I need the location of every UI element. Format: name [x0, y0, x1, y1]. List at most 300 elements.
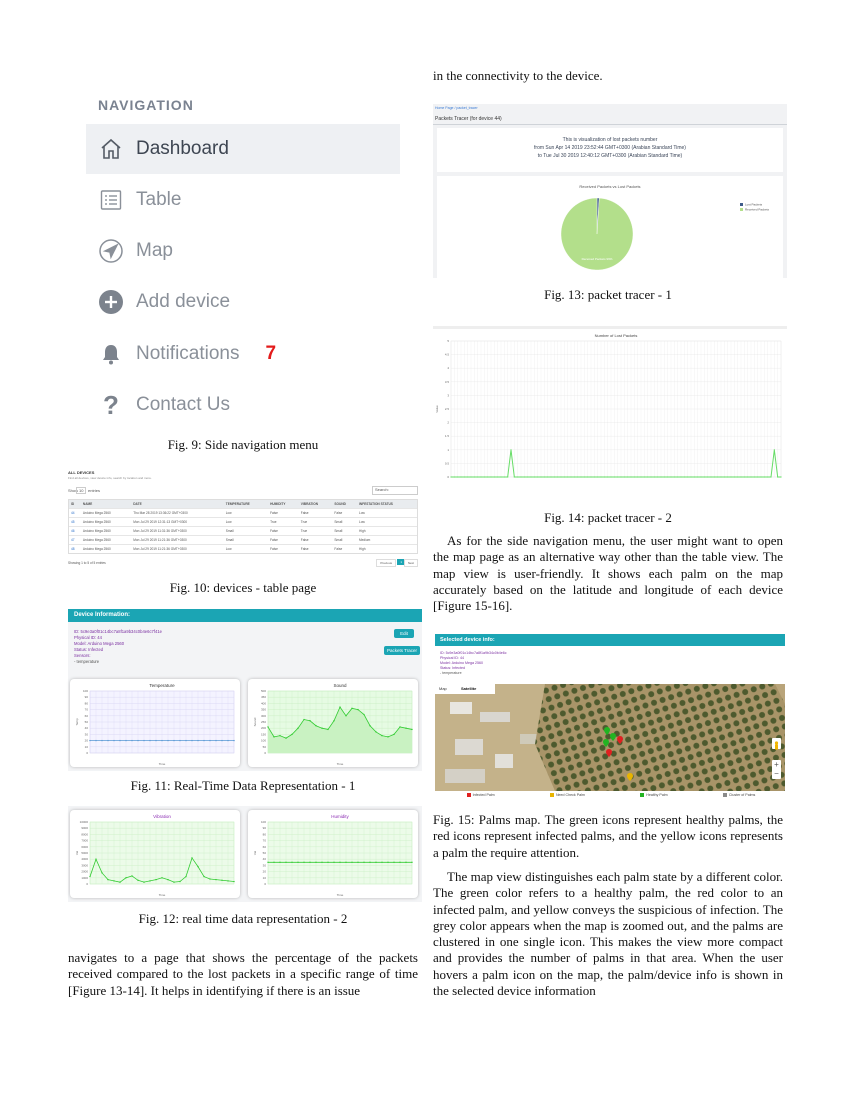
y-tick-label: 6000 [81, 844, 88, 849]
chart-title: Sound [333, 683, 347, 688]
map-tab[interactable]: Map [439, 686, 447, 691]
data-point [173, 881, 174, 882]
table-cell: Small [332, 536, 357, 545]
data-point [273, 736, 274, 737]
packets-tracer-button[interactable]: Packets Tracer [384, 646, 420, 655]
data-point [315, 725, 316, 726]
data-point [375, 862, 376, 863]
data-point [339, 706, 340, 707]
nav-label-dashboard: Dashboard [136, 138, 229, 159]
selected-device-physical-id: Physical ID: 44 [440, 656, 464, 660]
data-point [405, 862, 406, 863]
data-point [460, 476, 461, 477]
data-point [119, 881, 120, 882]
data-point [309, 862, 310, 863]
table-page-title: ALL DEVICES [68, 470, 95, 475]
slice-label: Received Packets 99% [581, 257, 613, 261]
y-axis-label: Sound [253, 717, 257, 727]
data-point [580, 476, 581, 477]
need-check-palm-marker[interactable] [627, 768, 633, 786]
data-point [760, 476, 761, 477]
data-point [155, 740, 156, 741]
chart-title: Received Packets vs Lost Packets [579, 184, 641, 189]
nav-label-map: Map [136, 240, 173, 261]
data-point [381, 862, 382, 863]
nav-label-contact-us: Contact Us [136, 394, 230, 415]
data-point [564, 476, 565, 477]
data-point [647, 476, 648, 477]
list-icon [98, 187, 124, 213]
data-point [604, 476, 605, 477]
data-point [714, 476, 715, 477]
y-tick-label: 3.5 [444, 379, 449, 384]
data-point [267, 862, 268, 863]
data-point [113, 880, 114, 881]
packet-tracer-page [433, 104, 787, 278]
data-point [333, 720, 334, 721]
table-cell: High [357, 545, 417, 554]
data-point [510, 449, 511, 450]
data-point [657, 476, 658, 477]
data-point [131, 740, 132, 741]
infected-palm-marker[interactable] [606, 744, 612, 762]
table-cell: False [299, 536, 333, 545]
data-point [279, 862, 280, 863]
y-tick-label: 0 [447, 475, 449, 479]
zoom-out-icon[interactable]: − [774, 769, 779, 778]
sound-chart [248, 679, 418, 767]
y-tick-label: 3000 [81, 863, 88, 868]
data-point [387, 862, 388, 863]
y-tick-label: 200 [260, 726, 266, 731]
device-physical-id-text: Physical ID: 44 [74, 635, 102, 640]
table-row[interactable] [69, 536, 417, 545]
y-tick-label: 400 [260, 701, 266, 706]
paragraph-map-view: As for the side navigation menu, the user might want to open the map page as an alternative way other than the table view. The map view is user-friendly. It shows each palm on the map accurately based on the latitude and longitude of each device [Figure 15-16]. [433, 533, 783, 614]
device-status-text: Status: Infected [74, 647, 104, 652]
table-cell: Small [224, 536, 268, 545]
data-point [233, 881, 234, 882]
table-row[interactable] [69, 545, 417, 554]
y-tick-label: 30 [262, 863, 266, 868]
table-header-cell[interactable]: SOUND [332, 500, 357, 509]
devices-table-page [68, 470, 418, 572]
data-point [233, 740, 234, 741]
bell-icon [98, 341, 124, 367]
data-point [227, 740, 228, 741]
table-cell: Arduino Mega 2560 [81, 536, 131, 545]
y-tick-label: 80 [262, 832, 266, 837]
data-point [574, 476, 575, 477]
chart-title: Humidity [331, 814, 349, 819]
y-tick-label: 7000 [81, 838, 88, 843]
y-tick-label: 5 [447, 339, 449, 343]
table-cell: Low [357, 518, 417, 527]
table-cell: Mon Jul 29 2019 12:31:13 GMT+0300 [131, 518, 224, 527]
temperature-chart-card [70, 679, 240, 767]
data-point [191, 857, 192, 858]
data-point [687, 476, 688, 477]
data-point [474, 476, 475, 477]
fig11-caption: Fig. 11: Real-Time Data Representation - 1 [130, 778, 356, 793]
data-point [89, 740, 90, 741]
table-cell: Arduino Mega 2560 [81, 518, 131, 527]
legend-label: Received Packets [745, 207, 770, 212]
data-point [677, 476, 678, 477]
data-point [339, 862, 340, 863]
data-point [457, 476, 458, 477]
data-point [197, 866, 198, 867]
y-tick-label: 0 [264, 882, 266, 886]
legend-infected: Infected Palm [467, 793, 495, 797]
humidity-chart [248, 810, 418, 898]
legend-label: Lost Packets [745, 202, 763, 207]
table-cell: False [332, 509, 357, 518]
data-point [464, 476, 465, 477]
data-point [303, 862, 304, 863]
data-point [487, 476, 488, 477]
healthy-color-swatch [640, 793, 644, 797]
nav-item-table[interactable] [86, 175, 400, 225]
y-tick-label: 150 [260, 732, 266, 737]
y-tick-label: 4000 [81, 857, 88, 862]
table-footer-text: Showing 1 to 5 of 5 entries [68, 561, 106, 565]
table-header-cell[interactable]: INFESTATION STATUS [357, 500, 417, 509]
data-point [405, 728, 406, 729]
data-point [694, 476, 695, 477]
data-point [411, 862, 412, 863]
y-tick-label: 20 [84, 738, 88, 743]
nav-label-notifications: Notifications [136, 343, 240, 364]
data-point [321, 728, 322, 729]
data-point [179, 881, 180, 882]
prev-page-button[interactable]: Previous [376, 559, 396, 567]
data-point [640, 476, 641, 477]
data-point [607, 476, 608, 477]
data-point [303, 719, 304, 720]
zoom-controls[interactable] [772, 760, 781, 779]
data-point [467, 476, 468, 477]
data-point [149, 880, 150, 881]
table-cell: Low [224, 545, 268, 554]
data-point [285, 737, 286, 738]
data-point [197, 740, 198, 741]
table-row[interactable] [69, 509, 417, 518]
satellite-map[interactable] [435, 684, 785, 791]
need-check-color-swatch [550, 793, 554, 797]
y-tick-label: 50 [262, 744, 266, 749]
y-tick-label: 50 [84, 720, 88, 724]
show-entries-select[interactable]: 10 [76, 487, 86, 494]
nav-heading: NAVIGATION [98, 97, 194, 113]
data-point [333, 862, 334, 863]
y-tick-label: 9000 [81, 826, 88, 831]
paragraph-connectivity: in the connectivity to the device. [433, 68, 603, 83]
table-cell: False [332, 545, 357, 554]
device-id-text: ID: 5c9e3a0f01c14bc7a8f1a9b34c0b4e6c7f41e [74, 629, 163, 634]
data-point [143, 740, 144, 741]
y-tick-label: 4.5 [444, 352, 449, 357]
vibration-chart-card [70, 810, 240, 898]
temperature-chart [70, 679, 240, 767]
data-point [780, 476, 781, 477]
device-info-list [74, 629, 162, 665]
table-header-cell[interactable]: TEMPERATURE [224, 500, 268, 509]
data-point [547, 476, 548, 477]
table-cell: Small [224, 527, 268, 536]
table-cell: Small [332, 527, 357, 536]
data-point [173, 740, 174, 741]
data-point [291, 862, 292, 863]
table-search-input[interactable]: Search: [372, 486, 418, 495]
x-axis-label: Time [336, 762, 344, 766]
nav-item-map[interactable] [86, 226, 400, 276]
y-tick-label: 1.5 [444, 434, 449, 439]
legend-swatch [740, 208, 743, 211]
data-point [149, 740, 150, 741]
selected-device-header: Selected device info: [435, 634, 785, 646]
table-header-cell[interactable]: HUMIDITY [268, 500, 299, 509]
nav-item-notifications[interactable] [86, 329, 400, 379]
satellite-tab[interactable]: Satellite [461, 686, 477, 691]
data-point [577, 476, 578, 477]
pie-chart-card [437, 176, 783, 278]
nav-item-contact-us[interactable] [86, 380, 400, 430]
device-info-header: Device Information: [68, 609, 422, 622]
table-cell: False [268, 509, 299, 518]
data-point [534, 476, 535, 477]
y-tick-label: 0 [264, 751, 266, 755]
data-point [494, 476, 495, 477]
devices-table [69, 500, 417, 553]
selected-device-id: ID: 5c9e3a0f01c14bc7a8f1a9b34c0b4e6c [440, 651, 507, 655]
y-tick-label: 0 [86, 882, 88, 886]
data-point [393, 862, 394, 863]
data-point [363, 714, 364, 715]
y-axis-label: Value [435, 405, 439, 413]
data-point [125, 740, 126, 741]
table-cell: False [299, 509, 333, 518]
data-point [624, 476, 625, 477]
y-tick-label: 10 [262, 875, 266, 880]
data-point [514, 476, 515, 477]
y-tick-label: 1 [447, 447, 449, 452]
data-point [570, 476, 571, 477]
summary-line-3: to Tue Jul 30 2019 12:40:12 GMT+0300 (Arabian Standard Time) [537, 153, 683, 159]
y-tick-label: 5000 [81, 851, 88, 855]
map-legend [439, 793, 783, 797]
data-point [707, 476, 708, 477]
data-point [131, 875, 132, 876]
data-point [627, 476, 628, 477]
y-tick-label: 3 [447, 393, 449, 398]
summary-line-1: This is visualization of lost packets number [562, 137, 658, 143]
y-tick-label: 50 [262, 851, 266, 855]
page-1-button[interactable]: 1 [397, 559, 405, 565]
table-header-cell[interactable]: DATE [131, 500, 224, 509]
data-point [634, 476, 635, 477]
data-point [674, 476, 675, 477]
next-page-button[interactable]: Next [404, 559, 418, 567]
device-model-text: Model: Arduino Mega 2560 [74, 641, 125, 646]
data-point [554, 476, 555, 477]
data-point [700, 476, 701, 477]
data-point [670, 476, 671, 477]
data-point [215, 740, 216, 741]
y-tick-label: 500 [260, 689, 266, 693]
data-point [497, 476, 498, 477]
data-point [167, 740, 168, 741]
summary-line-2: from Sun Apr 14 2019 23:52:44 GMT+0300 (Arabian Standard Time) [534, 145, 686, 151]
data-point [720, 476, 721, 477]
infected-palm-marker[interactable] [617, 731, 623, 749]
table-cell: Low [357, 509, 417, 518]
y-tick-label: 10 [84, 744, 88, 749]
table-header-cell[interactable]: VIBRATION [299, 500, 333, 509]
nav-item-dashboard[interactable] [86, 124, 400, 174]
table-header-cell[interactable]: NAME [81, 500, 131, 509]
paragraph-map-colors: The map view distinguishes each palm state by a different color. The green color refers to a healthy palm, the red color to an infected palm, and yellow conveys the suspicious of infection. The grey color appears when the map is zoomed out, and the palms are clustered in one single icon. This makes the view more compact and provides the number of palms in that area. When the user hovers a palm icon on the map, the palm/device info is shown in the selected device information [433, 869, 783, 999]
data-point [107, 879, 108, 880]
edit-button[interactable]: Edit [394, 629, 414, 638]
data-point [680, 476, 681, 477]
table-cell: 45 [69, 518, 81, 527]
data-point [724, 476, 725, 477]
legend-healthy: Healthy Palm [640, 793, 667, 797]
data-point [730, 476, 731, 477]
data-point [747, 476, 748, 477]
table-row[interactable] [69, 518, 417, 527]
data-point [321, 862, 322, 863]
data-point [757, 476, 758, 477]
data-point [684, 476, 685, 477]
x-axis-label: Time [336, 893, 344, 897]
data-point [774, 449, 775, 450]
data-point [620, 476, 621, 477]
data-point [660, 476, 661, 477]
y-tick-label: 10000 [79, 820, 88, 824]
packet-tracer-title: Packets Tracer (for device 44) [435, 116, 502, 122]
zoom-in-icon[interactable]: + [774, 760, 779, 769]
navigation-arrow-icon [98, 238, 124, 264]
x-axis-label: Time [158, 762, 166, 766]
data-point [770, 476, 771, 477]
data-point [537, 476, 538, 477]
data-point [315, 862, 316, 863]
table-row[interactable] [69, 527, 417, 536]
data-point [209, 740, 210, 741]
data-point [345, 862, 346, 863]
data-point [504, 476, 505, 477]
cluster-color-swatch [723, 793, 727, 797]
table-cell: Mon Jul 29 2019 11:21:36 GMT+0300 [131, 545, 224, 554]
data-point [584, 476, 585, 477]
data-point [411, 729, 412, 730]
table-cell: Arduino Mega 2560 [81, 509, 131, 518]
street-view-pegman-icon[interactable] [772, 738, 781, 749]
data-point [507, 476, 508, 477]
x-axis-label: Time [158, 893, 166, 897]
vibration-chart [70, 810, 240, 898]
data-point [520, 476, 521, 477]
table-cell: 46 [69, 527, 81, 536]
table-cell: 47 [69, 536, 81, 545]
y-tick-label: 20 [262, 869, 266, 874]
data-point [297, 862, 298, 863]
data-point [279, 735, 280, 736]
nav-item-add-device[interactable] [86, 277, 400, 327]
y-tick-label: 450 [260, 695, 266, 700]
fig10-caption: Fig. 10: devices - table page [169, 580, 317, 595]
y-tick-label: 0.5 [444, 461, 449, 466]
data-point [470, 476, 471, 477]
y-tick-label: 8000 [81, 832, 88, 837]
device-sensors-text: Sensors: [74, 653, 91, 658]
received-vs-lost-pie-chart [437, 176, 783, 278]
table-cell: False [299, 545, 333, 554]
y-tick-label: 100 [260, 738, 266, 743]
table-cell: 44 [69, 509, 81, 518]
table-cell: False [268, 536, 299, 545]
realtime-data-panel-2 [68, 806, 422, 902]
y-tick-label: 2.5 [444, 407, 449, 411]
table-cell: Thu Mar 28 2019 13:36:22 GMT+0300 [131, 509, 224, 518]
data-point [650, 476, 651, 477]
data-point [617, 476, 618, 477]
y-tick-label: 30 [84, 732, 88, 737]
data-point [637, 476, 638, 477]
data-point [393, 734, 394, 735]
svg-text:?: ? [103, 392, 119, 418]
data-point [143, 881, 144, 882]
data-point [664, 476, 665, 477]
data-point [381, 735, 382, 736]
selected-device-model: Model: Arduino Mega 2560 [440, 661, 483, 665]
data-point [630, 476, 631, 477]
table-cell: High [357, 527, 417, 536]
device-information-panel [68, 609, 422, 771]
data-point [291, 734, 292, 735]
data-point [524, 476, 525, 477]
table-cell: Low [224, 509, 268, 518]
data-point [667, 476, 668, 477]
data-point [357, 709, 358, 710]
data-point [480, 476, 481, 477]
data-point [399, 726, 400, 727]
data-point [285, 862, 286, 863]
data-point [590, 476, 591, 477]
y-tick-label: 100 [82, 689, 88, 693]
data-point [227, 880, 228, 881]
chart-title: Number of Lost Packets [594, 333, 638, 338]
y-tick-label: 70 [262, 838, 266, 843]
y-tick-label: 60 [84, 713, 88, 718]
table-header-cell[interactable]: ID [69, 500, 81, 509]
table-cell: Medium [357, 536, 417, 545]
data-point [454, 476, 455, 477]
data-point [101, 740, 102, 741]
y-tick-label: 90 [84, 695, 88, 700]
data-point [221, 880, 222, 881]
visualization-summary [437, 128, 783, 172]
data-point [273, 862, 274, 863]
selected-device-status: Status: Infected [440, 666, 465, 670]
data-point [95, 740, 96, 741]
breadcrumb[interactable]: Home Page / packet_tracer [435, 106, 478, 110]
infected-color-swatch [467, 793, 471, 797]
data-point [740, 476, 741, 477]
data-point [375, 731, 376, 732]
